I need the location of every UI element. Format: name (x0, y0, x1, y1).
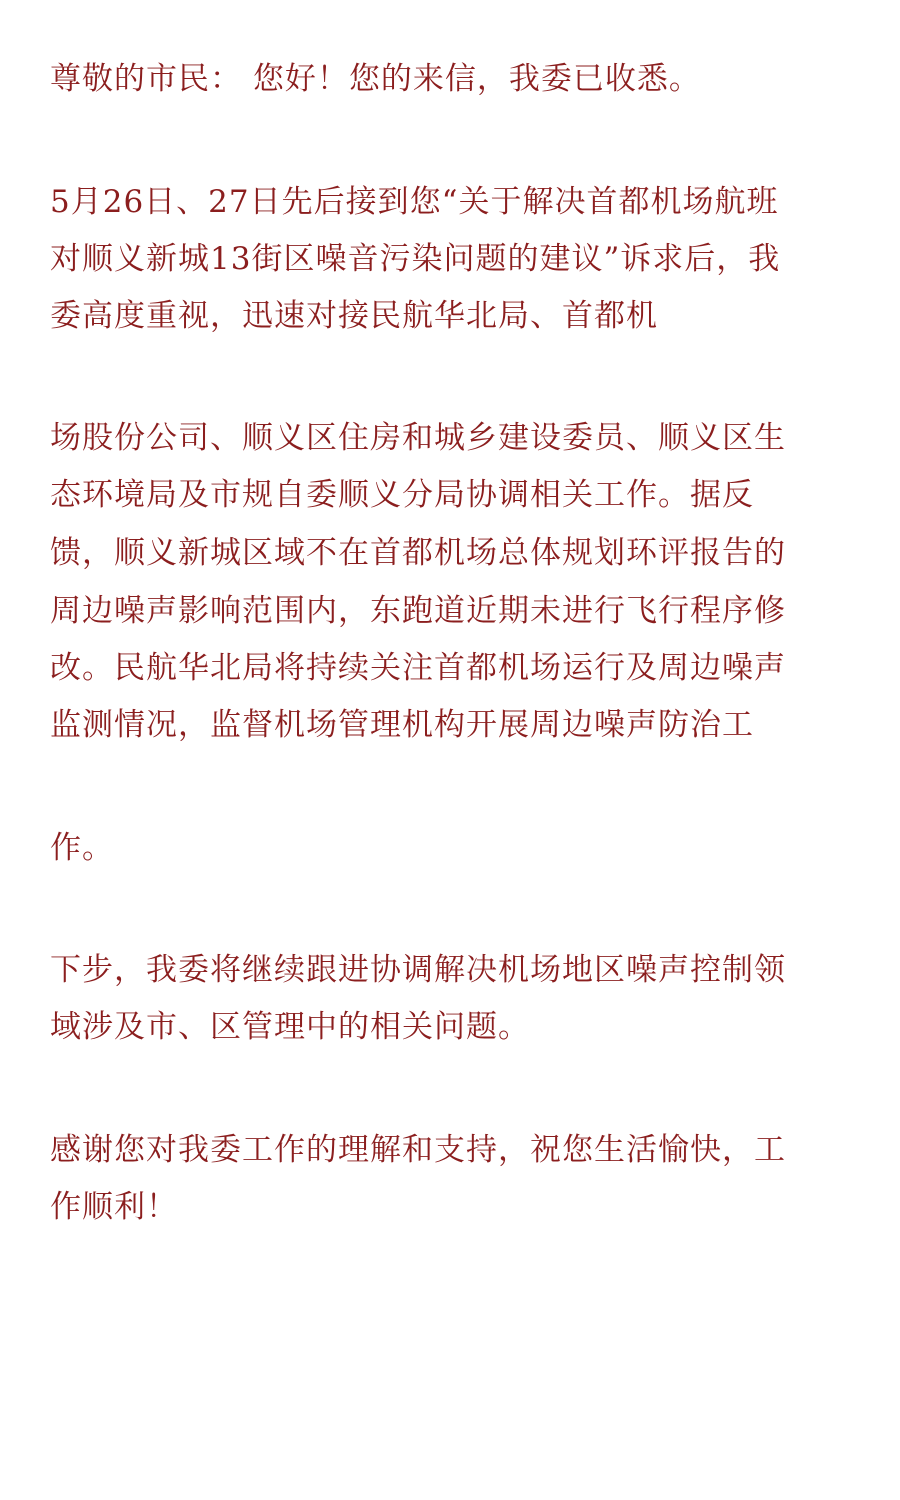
paragraph-2-line-3: 馈，顺义新城区域不在首都机场总体规划环评报告的 (50, 535, 786, 571)
paragraph-2-line-2: 态环境局及市规自委顺义分局协调相关工作。据反 (50, 477, 754, 513)
closing-line-2: 作顺利！ (50, 1189, 178, 1225)
paragraph-2-line-1: 场股份公司、顺义区住房和城乡建设委员、顺义区生 (50, 420, 786, 456)
paragraph-4-line-2: 域涉及市、区管理中的相关问题。 (50, 1009, 530, 1045)
paragraph-3-line-1: 作。 (50, 830, 114, 866)
paragraph-2-line-5: 改。民航华北局将持续关注首都机场运行及周边噪声 (50, 650, 786, 686)
paragraph-2-line-6: 监测情况，监督机场管理机构开展周边噪声防治工 (50, 707, 754, 743)
paragraph-4-line-1: 下步，我委将继续跟进协调解决机场地区噪声控制领 (50, 952, 786, 988)
paragraph-1-line-2: 对顺义新城13街区噪音污染问题的建议”诉求后，我 (50, 241, 781, 277)
closing-line-1: 感谢您对我委工作的理解和支持，祝您生活愉快，工 (50, 1132, 786, 1168)
paragraph-2-line-4: 周边噪声影响范围内，东跑道近期未进行飞行程序修 (50, 593, 786, 629)
greeting-line: 尊敬的市民： 您好！您的来信，我委已收悉。 (50, 61, 701, 97)
paragraph-1-line-3: 委高度重视，迅速对接民航华北局、首都机 (50, 298, 658, 334)
paragraph-1-line-1: 5月26日、27日先后接到您“关于解决首都机场航班 (50, 184, 779, 220)
